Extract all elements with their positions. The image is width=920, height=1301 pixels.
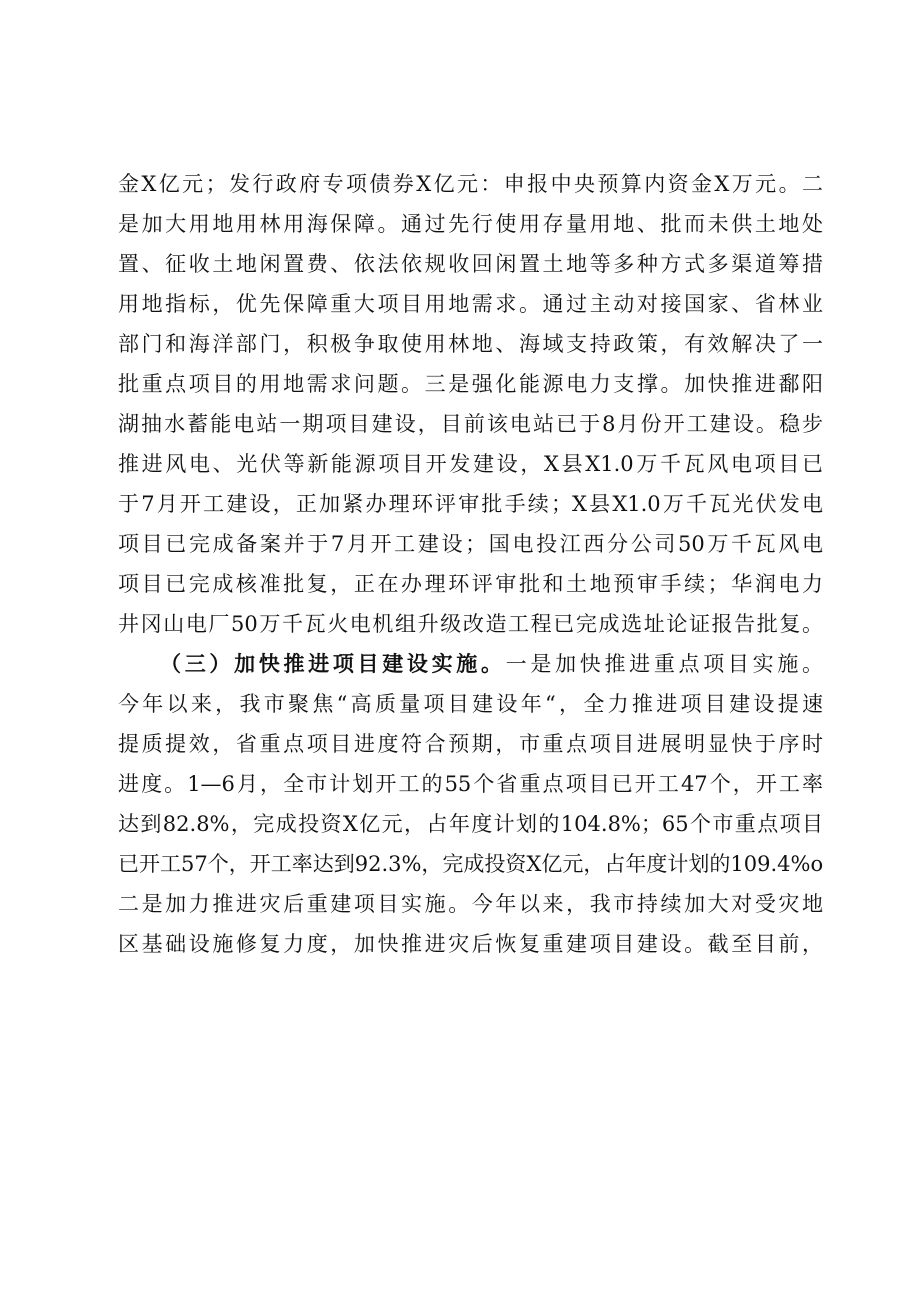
section-first-line-text: 一是加快推进重点项目实施。	[505, 652, 824, 676]
paragraph-line: 推进风电、光伏等新能源项目开发建设，X县X1.0万千瓦风电项目已	[118, 452, 823, 476]
paragraph-line: 提质提效，省重点项目进度符合预期，市重点项目进展明显快于序时	[118, 732, 823, 756]
paragraph-line: 项目已完成备案并于7月开工建设；国电投江西分公司50万千瓦风电	[118, 532, 823, 556]
paragraph-line: 二是加力推进灾后重建项目实施。今年以来，我市持续加大对受灾地	[118, 892, 823, 916]
paragraph-line: 批重点项目的用地需求问题。三是强化能源电力支撑。加快推进鄱阳	[118, 372, 823, 396]
paragraph-line: 进度。1—6月，全市计划开工的55个省重点项目已开工47个，开工率	[118, 772, 823, 796]
paragraph-line: 于7月开工建设，正加紧办理环评审批手续；X县X1.0万千瓦光伏发电	[118, 492, 823, 516]
paragraph-line: 井冈山电厂50万千瓦火电机组升级改造工程已完成选址论证报告批复。	[118, 612, 823, 636]
paragraph-line: 置、征收土地闲置费、依法依规收回闲置土地等多种方式多渠道筹措	[118, 252, 823, 276]
body-text	[118, 164, 823, 964]
paragraph-line: 已开工57个，开工率达到92.3%，完成投资X亿元，占年度计划的109.4%o	[118, 852, 824, 876]
paragraph-line: 部门和海洋部门，积极争取使用林地、海域支持政策，有效解决了一	[118, 332, 823, 356]
paragraph-line: 今年以来，我市聚焦“高质量项目建设年“，全力推进项目建设提速	[118, 692, 823, 716]
paragraph-line: 项目已完成核准批复，正在办理环评审批和土地预审手续；华润电力	[118, 572, 823, 596]
paragraph-line: 金X亿元；发行政府专项债券X亿元：申报中央预算内资金X万元。二	[118, 172, 823, 196]
section-first-line	[118, 644, 823, 684]
paragraph-line: 湖抽水蓄能电站一期项目建设，目前该电站已于8月份开工建设。稳步	[118, 412, 823, 436]
paragraph-line: 是加大用地用林用海保障。通过先行使用存量用地、批而未供土地处	[118, 212, 823, 236]
paragraph-line: 区基础设施修复力度，加快推进灾后恢复重建项目建设。截至目前，	[118, 932, 823, 956]
paragraph-line: 达到82.8%，完成投资X亿元，占年度计划的104.8%；65个市重点项目	[118, 812, 823, 836]
section-heading: （三）加快推进项目建设实施。	[160, 651, 506, 676]
paragraph-line: 用地指标，优先保障重大项目用地需求。通过主动对接国家、省林业	[118, 292, 823, 316]
